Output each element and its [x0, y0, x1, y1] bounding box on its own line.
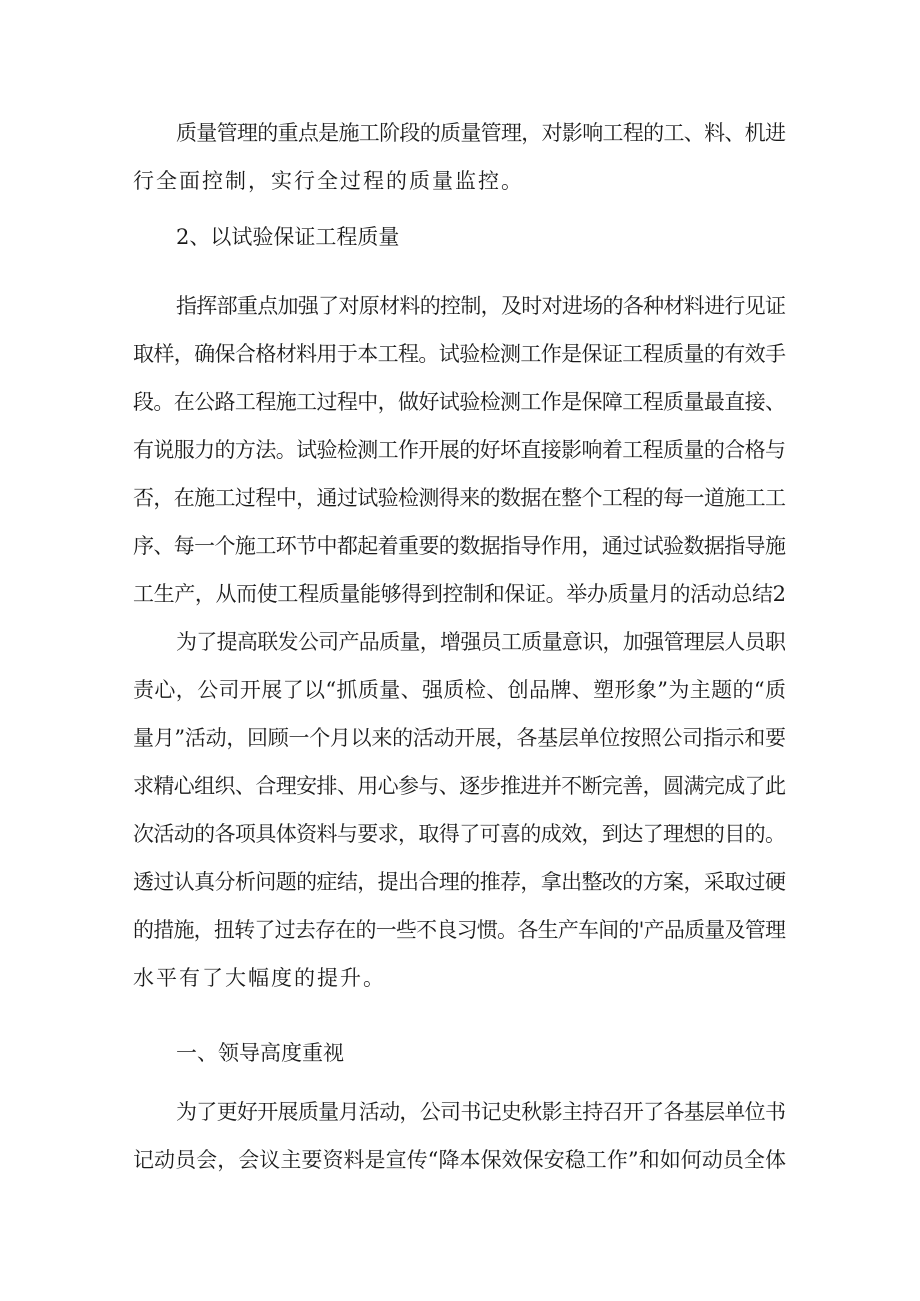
- paragraph-1-line-2: [0, 166, 920, 196]
- text-line: 工生产，从而使工程质量能够得到控制和保证。举办质量月的活动总结2: [133, 582, 786, 606]
- paragraph-2-line-2: [0, 339, 920, 369]
- paragraph-2-line-4: [0, 435, 920, 465]
- text-line: 次活动的各项具体资料与要求，取得了可喜的成效，到达了理想的目的。: [133, 822, 786, 846]
- text-line: 透过认真分析问题的症结，提出合理的推荐，拿出整改的方案，采取过硬: [133, 870, 786, 894]
- paragraph-2-line-5: [0, 483, 920, 513]
- text-line: 质量管理的重点是施工阶段的质量管理，对影响工程的工、料、机进: [176, 121, 786, 145]
- text-line: 行全面控制，实行全过程的质量监控。: [133, 169, 524, 193]
- text-line: 为了更好开展质量月活动，公司书记史秋影主持召开了各基层单位书: [176, 1100, 786, 1124]
- paragraph-3-line-2: [0, 675, 920, 705]
- section-heading-2: [0, 222, 920, 252]
- paragraph-2-line-3: [0, 387, 920, 417]
- paragraph-3-line-7: [0, 915, 920, 945]
- paragraph-4-line-2: [0, 1145, 920, 1175]
- text-line: 求精心组织、合理安排、用心参与、逐步推进并不断完善，圆满完成了此: [133, 774, 786, 798]
- text-line: 取样，确保合格材料用于本工程。试验检测工作是保证工程质量的有效手: [133, 342, 786, 366]
- paragraph-3-line-6: [0, 867, 920, 897]
- paragraph-4-line-1: [0, 1097, 920, 1127]
- text-line: 责心，公司开展了以“抓质量、强质检、创品牌、塑形象”为主题的“质: [133, 678, 787, 702]
- paragraph-2-line-1: [0, 291, 920, 321]
- text-line: 的措施，扭转了过去存在的一些不良习惯。各生产车间的'产品质量及管理: [133, 918, 786, 942]
- text-line: 有说服力的方法。试验检测工作开展的好坏直接影响着工程质量的合格与: [133, 438, 786, 462]
- text-line: 段。在公路工程施工过程中，做好试验检测工作是保障工程质量最直接、: [133, 390, 786, 414]
- section-heading-3: [0, 1038, 920, 1068]
- paragraph-3-line-1: [0, 627, 920, 657]
- paragraph-2-line-6: [0, 531, 920, 561]
- paragraph-1-line-1: [0, 118, 920, 148]
- text-line: 否，在施工过程中，通过试验检测得来的数据在整个工程的每一道施工工: [133, 486, 786, 510]
- paragraph-2-line-7: [0, 579, 920, 609]
- text-line: 指挥部重点加强了对原材料的控制，及时对进场的各种材料进行见证: [176, 294, 786, 318]
- heading-text: 一、领导高度重视: [176, 1041, 344, 1065]
- paragraph-3-line-4: [0, 771, 920, 801]
- heading-text: 2、以试验保证工程质量: [176, 225, 400, 249]
- text-line: 为了提高联发公司产品质量，增强员工质量意识，加强管理层人员职: [176, 630, 786, 654]
- text-line: 序、每一个施工环节中都起着重要的数据指导作用，通过试验数据指导施: [133, 534, 786, 558]
- paragraph-3-line-5: [0, 819, 920, 849]
- text-line: 水平有了大幅度的提升。: [133, 966, 386, 990]
- paragraph-3-line-3: [0, 723, 920, 753]
- text-line: 量月”活动，回顾一个月以来的活动开展，各基层单位按照公司指示和要: [133, 726, 786, 750]
- text-line: 记动员会，会议主要资料是宣传“降本保效保安稳工作”和如何动员全体: [133, 1148, 787, 1172]
- paragraph-3-line-8: [0, 963, 920, 993]
